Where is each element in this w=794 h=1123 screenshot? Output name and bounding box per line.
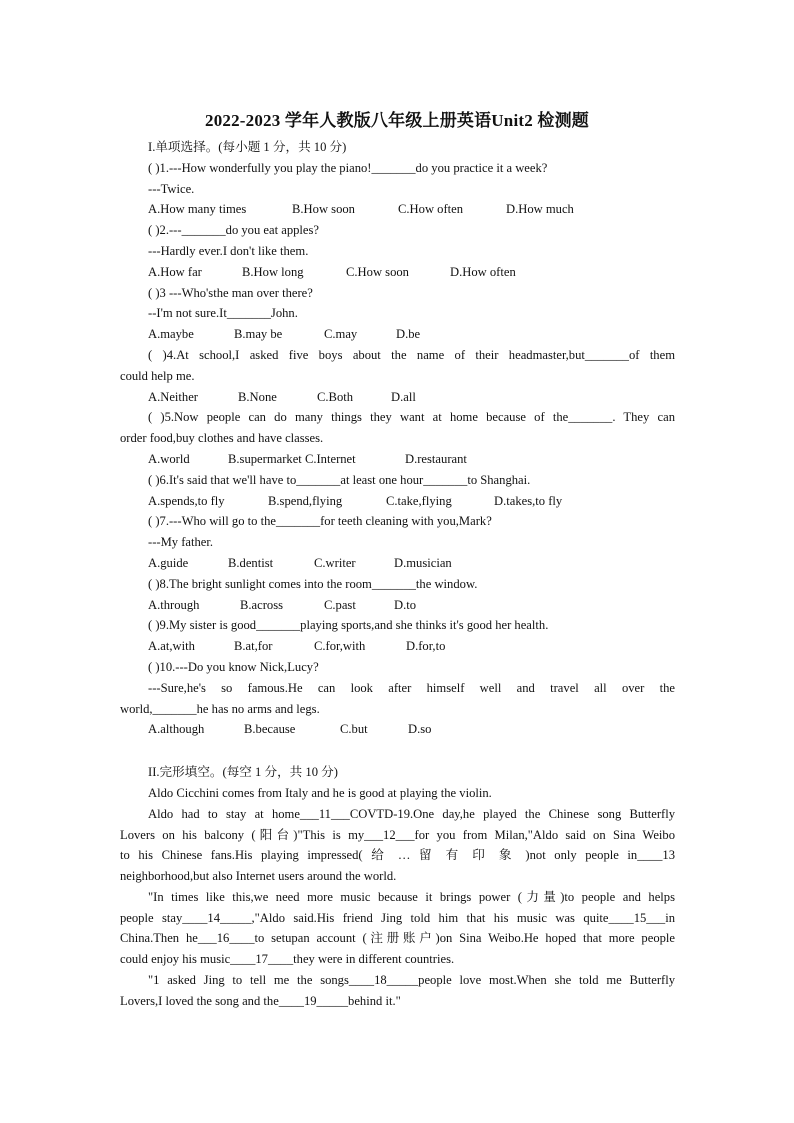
mc-options-row <box>120 324 675 345</box>
answer-option: B.because <box>244 722 296 737</box>
answer-option: B.dentist <box>228 555 274 570</box>
mc-question-line: ( )7.---Who will go to the_______for teeth cleaning with you,Mark? <box>148 514 492 529</box>
document-body <box>120 137 675 1012</box>
answer-option: A.How many times <box>148 202 247 217</box>
answer-option: D.be <box>396 327 421 342</box>
answer-option: D.musician <box>394 555 452 570</box>
answer-option: C.writer <box>314 555 356 570</box>
section1-heading: I.单项选择。(每小题 1 分，共 10 分) <box>148 140 347 154</box>
mc-question-line: ( )2.---_______do you eat apples? <box>148 223 320 238</box>
mc-question-line: ( )10.---Do you know Nick,Lucy? <box>148 659 319 674</box>
mc-options-row <box>120 491 675 512</box>
answer-option: A.world <box>148 451 190 466</box>
answer-option: C.How soon <box>346 264 409 279</box>
mc-question-line: ( )8.The bright sunlight comes into the room_______the window. <box>148 576 478 591</box>
section2-passage <box>120 783 675 1012</box>
cloze-text-line: "1 asked Jing to tell me the songs____18_____people love most.When she told me Butterfly <box>148 973 675 988</box>
mc-options-row <box>120 387 675 408</box>
answer-option: D.takes,to fly <box>494 493 563 508</box>
answer-option: C.take,flying <box>386 493 452 508</box>
mc-question-line: ( )3 ---Who'sthe man over there? <box>148 285 313 300</box>
mc-text-line: ---My father. <box>148 535 214 550</box>
answer-option: B.spend,flying <box>268 493 343 508</box>
answer-option: A.at,with <box>148 639 195 654</box>
mc-options-row <box>120 199 675 220</box>
mc-options-row <box>120 719 675 740</box>
answer-option: A.guide <box>148 555 189 570</box>
answer-option: D.to <box>394 597 417 612</box>
answer-option: C.for,with <box>314 639 366 654</box>
cloze-text-line: Aldo Cicchini comes from Italy and he is good at playing the violin. <box>148 785 492 800</box>
mc-text-line: order food,buy clothes and have classes. <box>120 431 324 446</box>
mc-question-line: ( )5.Now people can do many things they want at home because of the_______. They can <box>148 410 675 425</box>
mc-text-line: ---Twice. <box>148 181 195 196</box>
answer-option: D.How much <box>506 202 574 217</box>
page-title: 2022-2023 学年人教版八年级上册英语Unit2 检测题 <box>205 111 589 130</box>
answer-option: C.may <box>324 327 358 342</box>
mc-question-line: ( )4.At school,I asked five boys about the name of their headmaster,but_______of them <box>148 347 675 362</box>
mc-question-line: ( )6.It's said that we'll have to_______at least one hour_______to Shanghai. <box>148 472 531 487</box>
section-gap <box>120 740 675 762</box>
cloze-text-line: people stay____14_____,"Aldo said.His friend Jing told him that his music was quite____15___in <box>120 910 675 925</box>
answer-option: D.How often <box>450 264 516 279</box>
mc-options-row <box>120 262 675 283</box>
mc-question-line: ( )9.My sister is good_______playing sports,and she thinks it's good her health. <box>148 618 549 633</box>
mc-text-line: world,_______he has no arms and legs. <box>120 701 320 716</box>
cloze-text-line: China.Then he___16____to setupan account (注册账户)on Sina Weibo.He hoped that more people <box>120 931 675 946</box>
answer-option: D.all <box>391 389 416 404</box>
section1-questions <box>120 158 675 740</box>
answer-option: A.maybe <box>148 327 194 342</box>
mc-options-row <box>120 449 675 470</box>
cloze-text-line: to his Chinese fans.His playing impressed( 给 … 留 有 印 象 )not only people in____13 <box>120 848 675 863</box>
mc-options-row <box>120 595 675 616</box>
cloze-text-line: Aldo had to stay at home___11___COVTD-19.One day,he played the Chinese song Butterfly <box>148 806 675 821</box>
answer-option: B.supermarket C.Internet <box>228 451 356 466</box>
answer-option: D.restaurant <box>405 451 467 466</box>
answer-option: D.for,to <box>406 639 446 654</box>
mc-text-line: could help me. <box>120 368 195 383</box>
mc-options-row <box>120 553 675 574</box>
answer-option: B.at,for <box>234 639 273 654</box>
cloze-text-line: neighborhood,but also Internet users around the world. <box>120 869 397 884</box>
answer-option: A.spends,to fly <box>148 493 225 508</box>
mc-options-row <box>120 636 675 657</box>
cloze-text-line: "In times like this,we need more music because it brings power (力量)to people and helps <box>148 889 675 904</box>
answer-option: B.may be <box>234 327 283 342</box>
cloze-text-line: Lovers on his balcony (阳台)"This is my___12___for you from Milan,"Aldo said on Sina Weibo <box>120 827 675 842</box>
answer-option: B.How soon <box>292 202 355 217</box>
section2-heading: II.完形填空。(每空 1 分，共 10 分) <box>148 765 338 780</box>
answer-option: C.but <box>340 722 368 737</box>
cloze-text-line: could enjoy his music____17____they were in different countries. <box>120 952 455 967</box>
answer-option: A.How far <box>148 264 202 279</box>
answer-option: D.so <box>408 722 432 737</box>
answer-option: A.although <box>148 722 205 737</box>
answer-option: A.through <box>148 597 200 612</box>
answer-option: C.How often <box>398 202 464 217</box>
answer-option: B.None <box>238 389 277 404</box>
answer-option: B.How long <box>242 264 304 279</box>
answer-option: B.across <box>240 597 284 612</box>
answer-option: A.Neither <box>148 389 199 404</box>
mc-text-line: --I'm not sure.It_______John. <box>148 306 298 321</box>
mc-text-line: ---Sure,he's so famous.He can look after himself well and travel all over the <box>148 680 675 695</box>
answer-option: C.Both <box>317 389 354 404</box>
mc-text-line: ---Hardly ever.I don't like them. <box>148 243 309 258</box>
mc-question-line: ( )1.---How wonderfully you play the piano!_______do you practice it a week? <box>148 160 548 175</box>
answer-option: C.past <box>324 597 356 612</box>
cloze-text-line: Lovers,I loved the song and the____19_____behind it." <box>120 993 401 1008</box>
